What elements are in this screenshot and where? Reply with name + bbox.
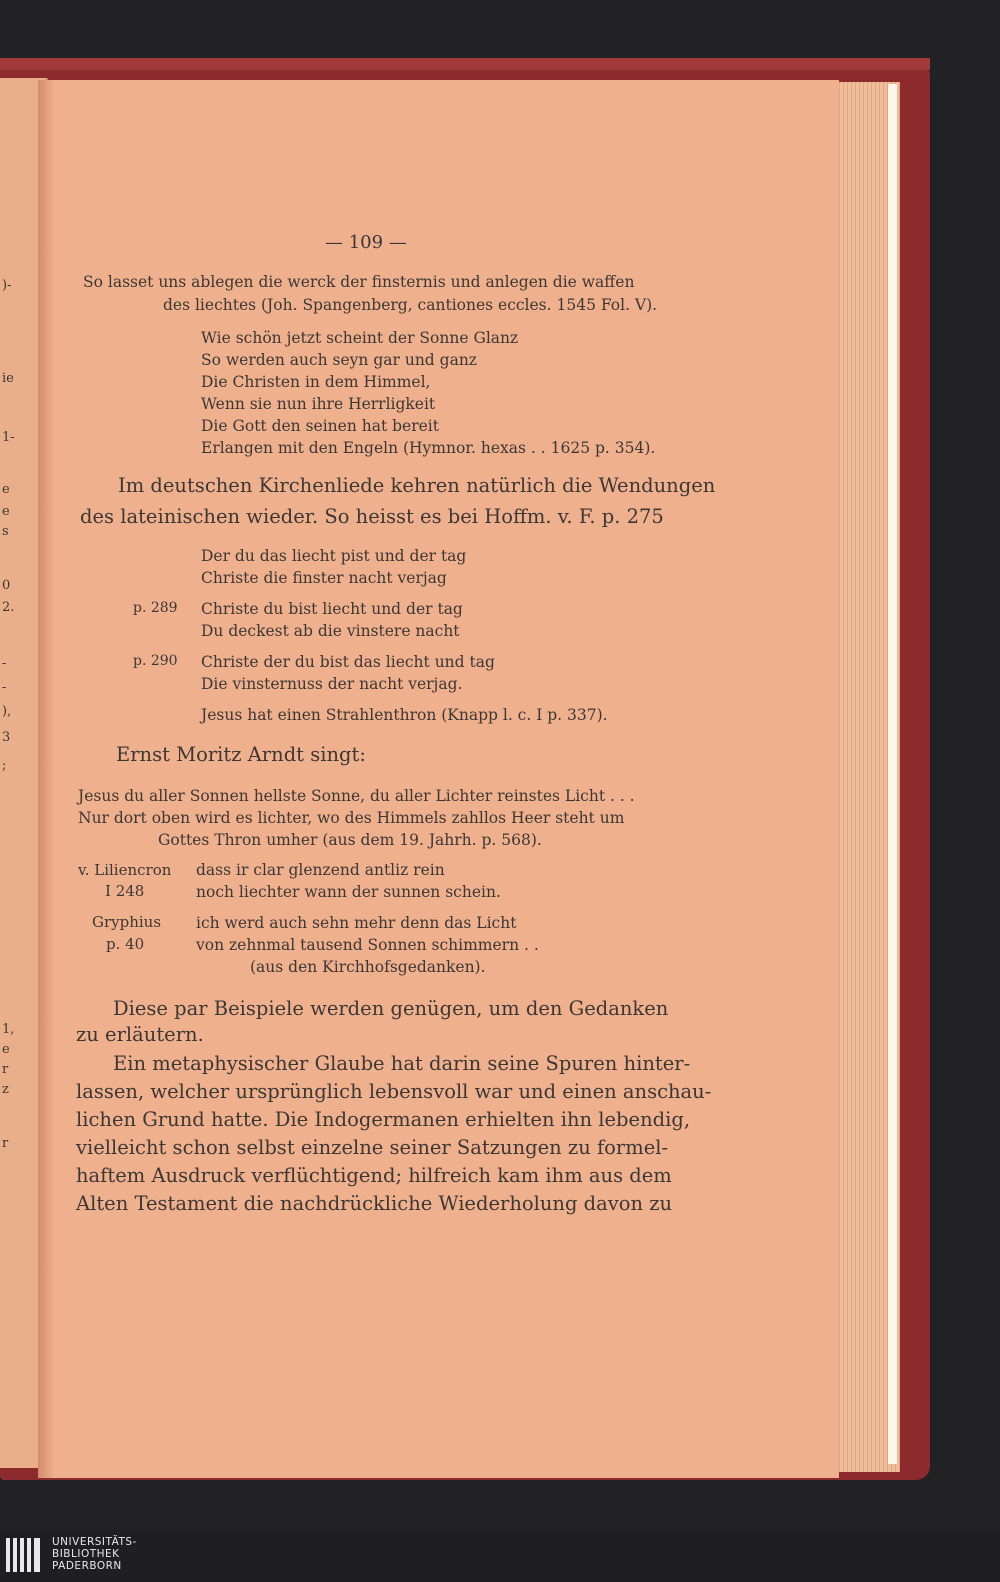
verse-line: Christe der du bist das liecht und tag	[201, 653, 495, 671]
margin-reference: p. 289	[133, 600, 178, 616]
prev-margin-fragment: 1-	[2, 430, 15, 445]
library-footer	[0, 1530, 1000, 1582]
verse-line: Die vinsternuss der nacht verjag.	[201, 675, 463, 693]
prev-margin-fragment: s	[2, 524, 9, 539]
body-line: Ernst Moritz Arndt singt:	[116, 743, 366, 766]
verse-line: Erlangen mit den Engeln (Hymnor. hexas . . 1625 p. 354).	[201, 439, 656, 457]
library-name-line: UNIVERSITÄTS-	[52, 1536, 137, 1548]
library-logo-icon	[6, 1538, 46, 1572]
verse-line: (aus den Kirchhofsgedanken).	[250, 958, 486, 976]
prev-margin-fragment: z	[2, 1082, 9, 1097]
verse-line: ich werd auch sehn mehr denn das Licht	[196, 914, 517, 932]
prev-margin-fragment: 1,	[2, 1022, 15, 1037]
body-line: vielleicht schon selbst einzelne seiner Satzungen zu formel-	[76, 1136, 669, 1159]
verse-line: Nur dort oben wird es lichter, wo des Himmels zahllos Heer steht um	[78, 809, 625, 827]
prev-margin-fragment: e	[2, 504, 10, 519]
verse-line: Gottes Thron umher (aus dem 19. Jahrh. p. 568).	[158, 831, 542, 849]
verse-line: Du deckest ab die vinstere nacht	[201, 622, 460, 640]
prev-margin-fragment: 2.	[2, 600, 15, 615]
body-line: zu erläutern.	[76, 1023, 204, 1046]
body-line: lichen Grund hatte. Die Indogermanen erhielten ihn lebendig,	[76, 1108, 691, 1131]
body-line: haftem Ausdruck verflüchtigend; hilfreich kam ihm aus dem	[76, 1164, 672, 1187]
body-line: lassen, welcher ursprünglich lebensvoll war und einen anschau-	[76, 1080, 712, 1103]
verse-line: Die Gott den seinen hat bereit	[201, 417, 439, 435]
prev-margin-fragment: ;	[2, 758, 7, 773]
prev-margin-fragment: e	[2, 1042, 10, 1057]
prev-margin-fragment: ),	[2, 704, 12, 719]
margin-reference: p. 290	[133, 653, 178, 669]
margin-reference: v. Liliencron	[78, 861, 172, 879]
prev-margin-fragment: -	[2, 680, 7, 695]
prev-margin-fragment: r	[2, 1136, 9, 1151]
body-line: Im deutschen Kirchenliede kehren natürlich die Wendungen	[118, 474, 716, 497]
verse-line: Wenn sie nun ihre Herrligkeit	[201, 395, 436, 413]
cover-top-edge	[0, 58, 930, 70]
verse-line: Jesus du aller Sonnen hellste Sonne, du aller Lichter reinstes Licht . . .	[78, 787, 635, 805]
page-number: — 109 —	[325, 232, 407, 253]
prev-margin-fragment: e	[2, 482, 10, 497]
prev-margin-fragment: ie	[2, 371, 14, 386]
library-name-line: BIBLIOTHEK	[52, 1548, 120, 1560]
margin-reference: Gryphius	[92, 913, 162, 931]
prev-margin-fragment: r	[2, 1062, 9, 1077]
prev-margin-fragment: 0	[2, 578, 11, 593]
verse-line: So werden auch seyn gar und ganz	[201, 351, 477, 369]
verse-line: dass ir clar glenzend antliz rein	[196, 861, 445, 879]
page-edge-highlight	[888, 84, 897, 1464]
prev-margin-fragment: 3	[2, 730, 11, 745]
verse-line: noch liechter wann der sunnen schein.	[196, 883, 501, 901]
verse-line: Christe die finster nacht verjag	[201, 569, 447, 587]
margin-reference: p. 40	[106, 935, 145, 953]
verse-line: Die Christen in dem Himmel,	[201, 373, 431, 391]
library-name-line: PADERBORN	[52, 1560, 122, 1572]
body-line: Diese par Beispiele werden genügen, um den Gedanken	[113, 997, 669, 1020]
prev-margin-fragment: )-	[2, 278, 12, 293]
body-line: Alten Testament die nachdrückliche Wiederholung davon zu	[76, 1192, 673, 1215]
body-line: des lateinischen wieder. So heisst es bei Hoffm. v. F. p. 275	[80, 505, 664, 528]
text-line: So lasset uns ablegen die werck der finsternis und anlegen die waffen	[83, 273, 635, 291]
verse-line: Christe du bist liecht und der tag	[201, 600, 463, 618]
verse-line: Wie schön jetzt scheint der Sonne Glanz	[201, 329, 519, 347]
verse-line: von zehnmal tausend Sonnen schimmern . .	[196, 936, 539, 954]
verse-line: Der du das liecht pist und der tag	[201, 547, 467, 565]
text-line: des liechtes (Joh. Spangenberg, cantiones eccles. 1545 Fol. V).	[163, 296, 658, 314]
margin-reference: I 248	[105, 882, 145, 900]
page-gutter-shadow	[38, 80, 54, 1478]
prev-margin-fragment: -	[2, 656, 7, 671]
body-line: Ein metaphysischer Glaube hat darin seine Spuren hinter-	[113, 1052, 691, 1075]
verse-line: Jesus hat einen Strahlenthron (Knapp l. c. I p. 337).	[201, 706, 608, 724]
